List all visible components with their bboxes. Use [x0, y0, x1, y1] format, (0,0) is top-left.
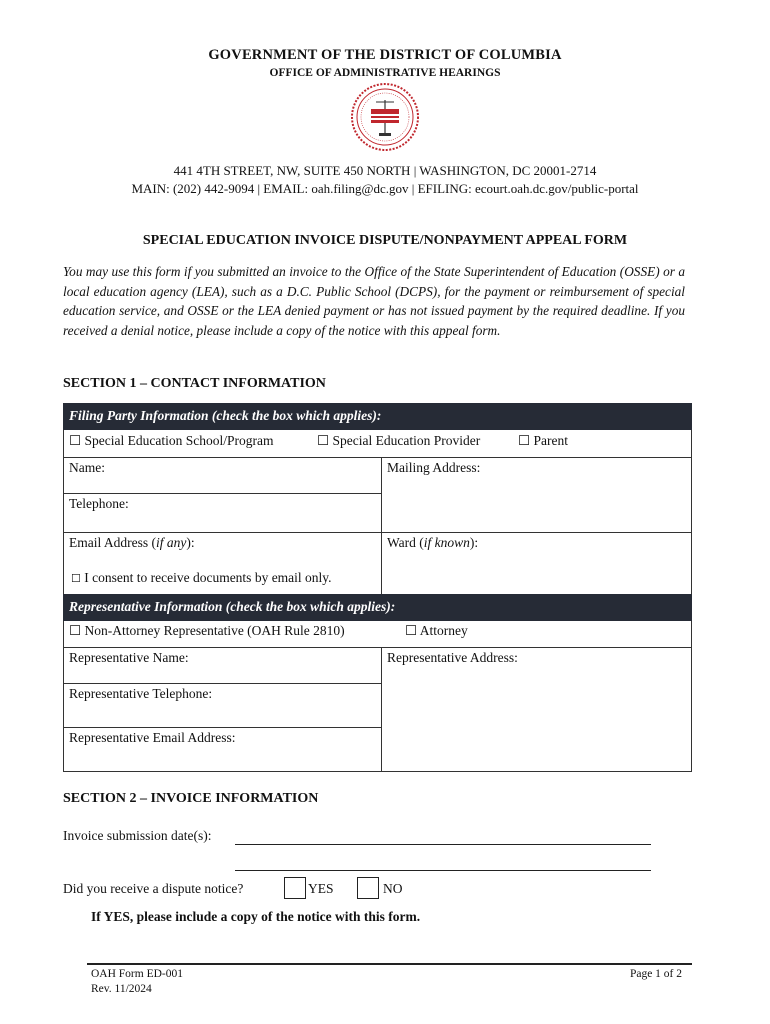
submission-date-line-2[interactable] [235, 869, 651, 871]
email-field[interactable]: Email Address (if any): [69, 535, 195, 550]
ward-field[interactable]: Ward (if known): [387, 535, 479, 550]
form-intro: You may use this form if you submitted an invoice to the Office of the State Superintendent of Education (OSSE) or a local education agency (LEA), such as a D.C. Public School (DCPS), for the payment or reimbursement of special education service, and OSSE or the LEA denied payment or has not issued payment by the required deadline. If you received a denial notice, please include a copy of the notice with this appeal form. [63, 264, 685, 338]
no-checkbox[interactable] [357, 877, 379, 899]
government-heading: GOVERNMENT OF THE DISTRICT OF COLUMBIA [208, 47, 562, 63]
office-address: 441 4TH STREET, NW, SUITE 450 NORTH | WASHINGTON, DC 20001-2714 [173, 163, 597, 178]
section2-heading: SECTION 2 – INVOICE INFORMATION [63, 791, 319, 806]
contact-table [63, 403, 692, 772]
section1-heading: SECTION 1 – CONTACT INFORMATION [63, 376, 326, 391]
rep-name-field[interactable]: Representative Name: [69, 650, 189, 665]
option-non-attorney-label: Non-Attorney Representative (OAH Rule 2810) [84, 623, 345, 638]
divider [381, 647, 382, 772]
office-contact: MAIN: (202) 442-9094 | EMAIL: oah.filing@dc.gov | EFILING: ecourt.oah.dc.gov/public-portal [131, 181, 639, 196]
office-heading: OFFICE OF ADMINISTRATIVE HEARINGS [269, 67, 501, 79]
form-title: SPECIAL EDUCATION INVOICE DISPUTE/NONPAYMENT APPEAL FORM [142, 233, 628, 248]
rep-email-field[interactable]: Representative Email Address: [69, 730, 236, 745]
submission-date-label: Invoice submission date(s): [63, 828, 212, 843]
option-attorney-label: Attorney [419, 623, 468, 638]
dc-seal-logo [350, 82, 420, 152]
divider [63, 647, 692, 648]
divider [63, 493, 381, 494]
option-provider-label: Special Education Provider [332, 433, 481, 448]
option-provider[interactable]: ☐ Special Education Provider [317, 433, 481, 448]
page-number: Page 1 of 2 [629, 968, 682, 980]
dispute-note: If YES, please include a copy of the notice with this form. [91, 909, 421, 924]
divider [63, 683, 381, 684]
telephone-field[interactable]: Telephone: [69, 496, 129, 511]
dispute-question: Did you receive a dispute notice? [63, 881, 244, 896]
rep-telephone-field[interactable]: Representative Telephone: [69, 686, 213, 701]
yes-checkbox[interactable] [284, 877, 306, 899]
option-parent[interactable]: ☐ Parent [518, 433, 568, 448]
form-id: OAH Form ED-001 [91, 968, 183, 980]
rep-address-field[interactable]: Representative Address: [387, 650, 518, 665]
filing-party-bar: Filing Party Information (check the box which applies): [63, 403, 692, 430]
mailing-address-field[interactable]: Mailing Address: [387, 460, 481, 475]
option-school-program[interactable]: ☐ Special Education School/Program [69, 433, 274, 448]
yes-label: YES [308, 881, 334, 896]
option-parent-label: Parent [533, 433, 568, 448]
option-school-program-label: Special Education School/Program [84, 433, 274, 448]
divider [63, 457, 692, 458]
divider [63, 532, 692, 533]
representative-bar: Representative Information (check the box which applies): [63, 594, 692, 621]
option-attorney[interactable]: ☐ Attorney [405, 623, 468, 638]
submission-date-line-1[interactable] [235, 843, 651, 845]
divider [381, 457, 382, 594]
email-consent-checkbox[interactable]: ☐ I consent to receive documents by email only. [71, 570, 332, 585]
name-field[interactable]: Name: [69, 460, 105, 475]
no-label: NO [383, 881, 403, 896]
option-non-attorney[interactable]: ☐ Non-Attorney Representative (OAH Rule 2810) [69, 623, 345, 638]
footer-rule [87, 963, 692, 965]
divider [63, 727, 381, 728]
form-revision: Rev. 11/2024 [91, 983, 152, 995]
email-consent-label: I consent to receive documents by email only. [84, 570, 332, 585]
